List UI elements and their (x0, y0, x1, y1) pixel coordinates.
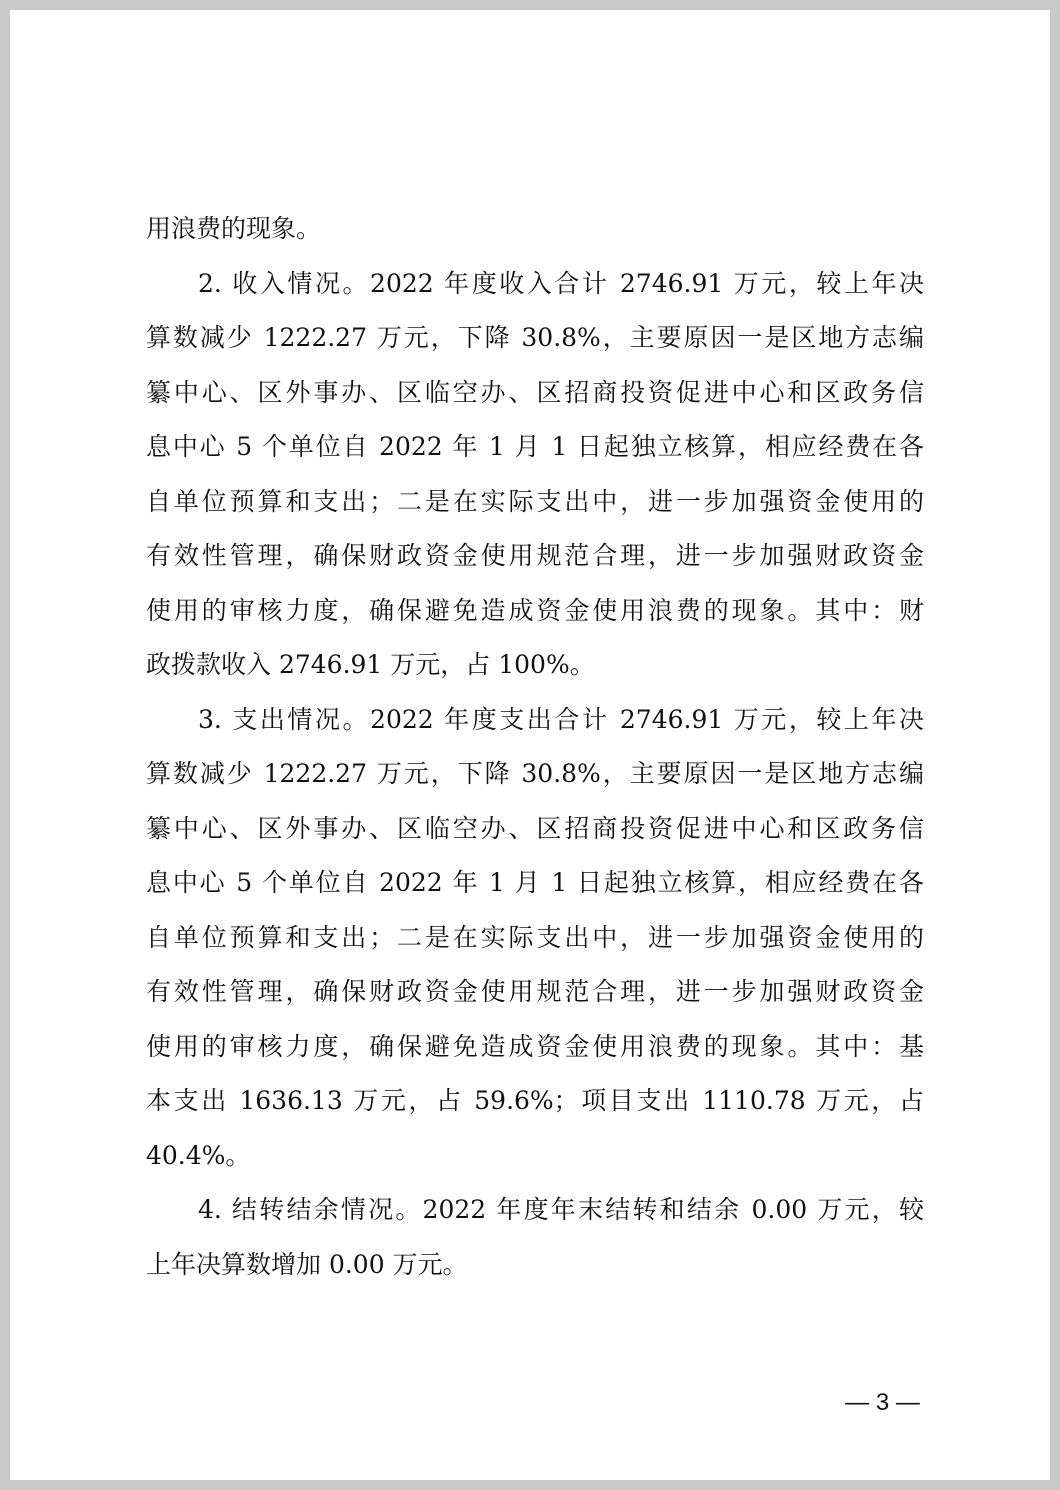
expense-paragraph-line-9: 40.4%。 (146, 1140, 251, 1170)
income-paragraph-line-7: 使用的审核力度，确保避免造成资金使用浪费的现象。其中：财 (146, 595, 924, 625)
income-paragraph-line-5: 自单位预算和支出；二是在实际支出中，进一步加强资金使用的 (146, 486, 924, 516)
expense-paragraph-line-6: 有效性管理，确保财政资金使用规范合理，进一步加强财政资金 (146, 977, 924, 1006)
page-number: — 3 — (845, 1389, 920, 1416)
expense-paragraph-line-1: 3. 支出情况。2022 年度支出合计 2746.91 万元，较上年决 (198, 704, 924, 734)
income-paragraph-line-6: 有效性管理，确保财政资金使用规范合理，进一步加强财政资金 (146, 541, 924, 570)
expense-paragraph-line-2: 算数减少 1222.27 万元，下降 30.8%，主要原因一是区地方志编 (146, 759, 924, 788)
income-paragraph-line-8: 政拨款收入 2746.91 万元，占 100%。 (146, 650, 595, 679)
expense-paragraph-line-8: 本支出 1636.13 万元，占 59.6%；项目支出 1110.78 万元，占 (146, 1086, 924, 1115)
income-paragraph-line-4: 息中心 5 个单位自 2022 年 1 月 1 日起独立核算，相应经费在各 (146, 432, 924, 461)
income-paragraph-line-3: 纂中心、区外事办、区临空办、区招商投资促进中心和区政务信 (146, 377, 924, 407)
expense-paragraph-line-7: 使用的审核力度，确保避免造成资金使用浪费的现象。其中：基 (146, 1031, 924, 1061)
balance-paragraph-line-2: 上年决算数增加 0.00 万元。 (146, 1249, 468, 1279)
document-page (10, 10, 1050, 1480)
document-body (146, 202, 924, 1292)
income-paragraph-line-1: 2. 收入情况。2022 年度收入合计 2746.91 万元，较上年决 (198, 268, 924, 298)
balance-paragraph-line-1: 4. 结转结余情况。2022 年度年末结转和结余 0.00 万元，较 (198, 1195, 924, 1224)
expense-paragraph-line-3: 纂中心、区外事办、区临空办、区招商投资促进中心和区政务信 (146, 813, 924, 843)
expense-paragraph-line-5: 自单位预算和支出；二是在实际支出中，进一步加强资金使用的 (146, 922, 924, 952)
income-paragraph-line-2: 算数减少 1222.27 万元，下降 30.8%，主要原因一是区地方志编 (146, 323, 924, 352)
expense-paragraph-line-4: 息中心 5 个单位自 2022 年 1 月 1 日起独立核算，相应经费在各 (146, 868, 924, 897)
paragraph-1-line-1: 用浪费的现象。 (146, 214, 322, 243)
